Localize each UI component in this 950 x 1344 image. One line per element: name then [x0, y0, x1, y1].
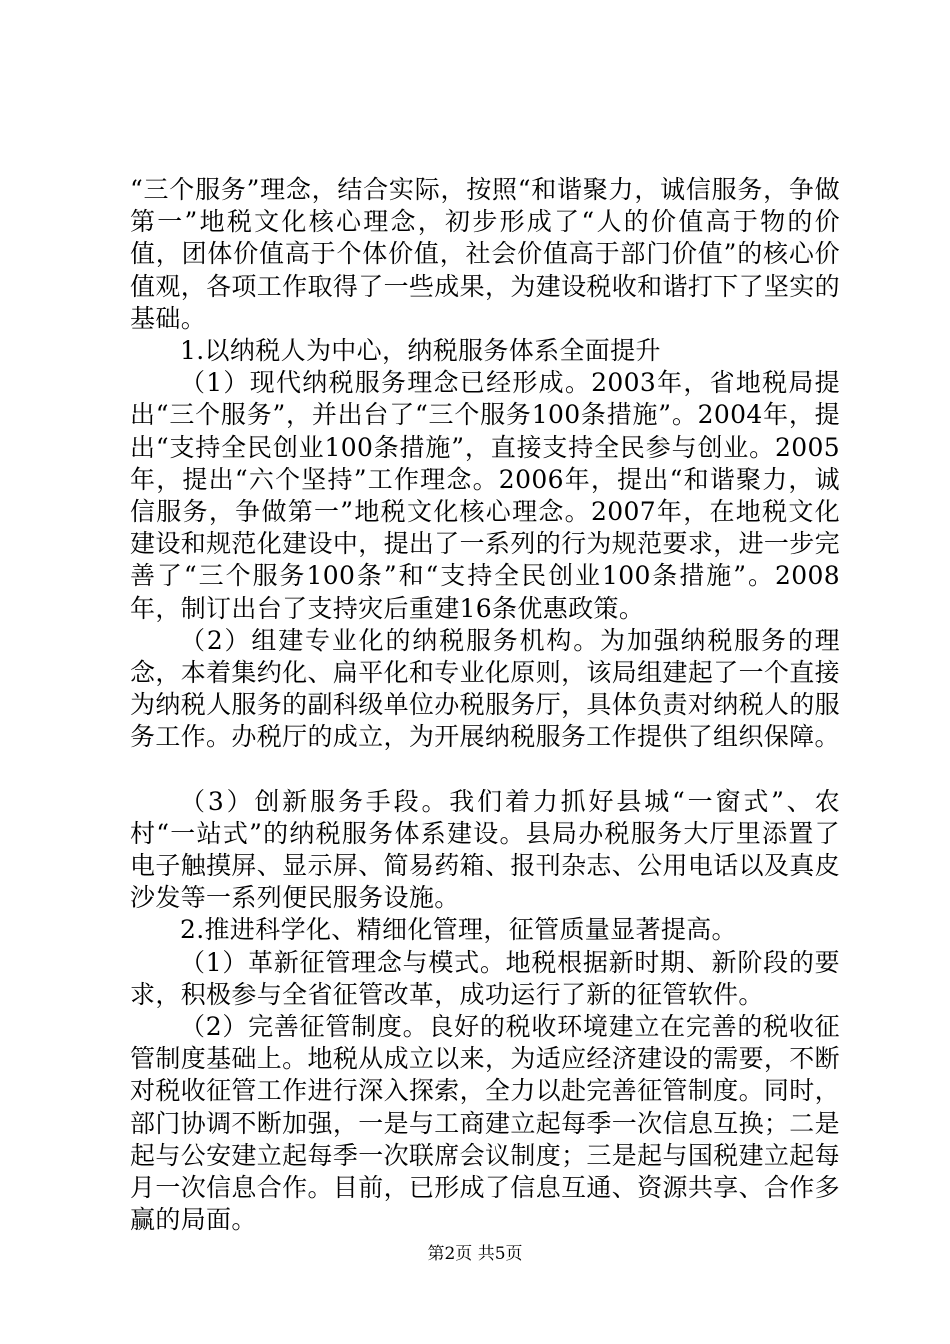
paragraph-1-1: （1）现代纳税服务理念已经形成。2003年，省地税局提出“三个服务”，并出台了“三个服务100条措施”。2004年，提出“支持全民创业100条措施”，直接支持全民参与创业。2005年，提出“六个坚持”工作理念。2006年，提出“和谐聚力，诚信服务，争做第一”地税文化核心理念。2007年，在地税文化建设和规范化建设中，提出了一系列的行为规范要求，进一步完善了“三个服务100条”和“支持全民创业100条措施”。2008年，制订出台了支持灾后重建16条优惠政策。 — [130, 368, 840, 623]
page-number-footer: 第2页 共5页 — [427, 1244, 523, 1264]
paragraph-2-1: （1）革新征管理念与模式。地税根据新时期、新阶段的要求，积极参与全省征管改革，成功运行了新的征管软件。 — [130, 947, 840, 1009]
document-body — [130, 174, 840, 1237]
paragraph-1-2: （2）组建专业化的纳税服务机构。为加强纳税服务的理念，本着集约化、扁平化和专业化原则，该局组建起了一个直接为纳税人服务的副科级单位办税服务厅，具体负责对纳税人的服务工作。办税厅的成立，为开展纳税服务工作提供了组织保障。 — [130, 625, 840, 752]
section-heading-1: 1.以纳税人为中心，纳税服务体系全面提升 — [180, 336, 661, 366]
paragraph-spacer — [130, 754, 840, 786]
section-heading-2: 2.推进科学化、精细化管理，征管质量显著提高。 — [180, 915, 737, 945]
paragraph-1-3: （3）创新服务手段。我们着力抓好县城“一窗式”、农村“一站式”的纳税服务体系建设。县局办税服务大厅里添置了电子触摸屏、显示屏、简易药箱、报刊杂志、公用电话以及真皮沙发等一系列便民服务设施。 — [130, 786, 840, 913]
paragraph-intro: “三个服务”理念，结合实际，按照“和谐聚力，诚信服务，争做第一”地税文化核心理念，初步形成了“人的价值高于物的价值，团体价值高于个体价值，社会价值高于部门价值”的核心价值观，各项工作取得了一些成果，为建设税收和谐打下了坚实的基础。 — [130, 175, 840, 333]
paragraph-2-2: （2）完善征管制度。良好的税收环境建立在完善的税收征管制度基础上。地税从成立以来，为适应经济建设的需要，不断对税收征管工作进行深入探索，全力以赴完善征管制度。同时，部门协调不断加强，一是与工商建立起每季一次信息互换；二是起与公安建立起每季一次联席会议制度；三是起与国税建立起每月一次信息合作。目前，已形成了信息互通、资源共享、合作多赢的局面。 — [130, 1012, 840, 1235]
